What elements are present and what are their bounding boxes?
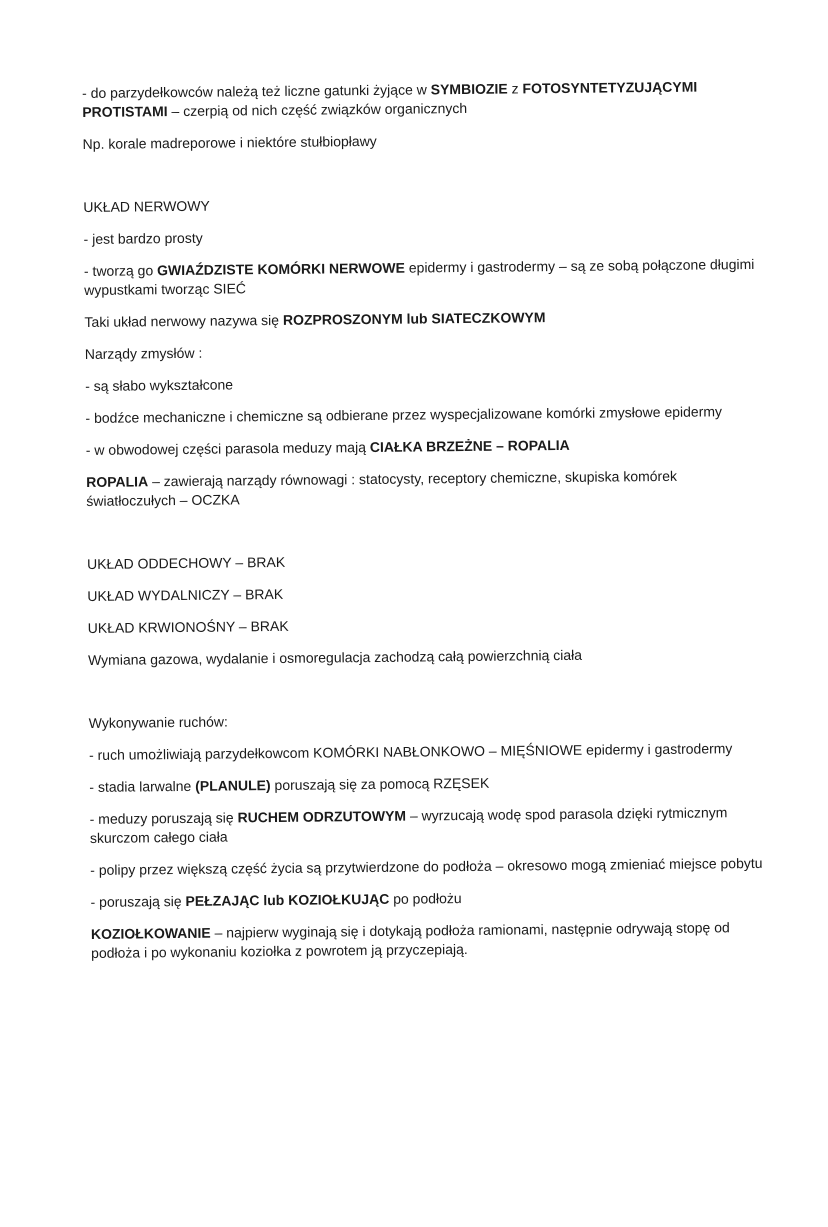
text-run: - tworzą go xyxy=(83,262,158,279)
text-run: UKŁAD WYDALNICZY – BRAK xyxy=(87,585,284,604)
text-run: UKŁAD ODDECHOWY – BRAK xyxy=(86,553,286,572)
text-run: - polipy przez większą część życia są przytwierdzone do podłoża – okresowo mogą zmieniać miejsce pobytu xyxy=(90,854,763,878)
bold-text: CIAŁKA BRZEŻNE – ROPALIA xyxy=(369,436,570,456)
bold-text: KOZIOŁKOWANIE xyxy=(90,924,211,942)
text-run: - w obwodowej części parasola meduzy mają xyxy=(85,439,370,458)
text-run: UKŁAD NERWOWY xyxy=(83,197,210,215)
text-run: – czerpią od nich część związków organicznych xyxy=(167,99,468,120)
text-run: Np. korale madreporowe i niektóre stułbiopławy xyxy=(82,132,377,152)
paragraph-spacer xyxy=(83,147,763,198)
text-run: Narządy zmysłów : xyxy=(84,344,203,362)
text-run: poruszają się za pomocą RZĘSEK xyxy=(270,774,490,794)
text-run: z xyxy=(507,80,523,97)
text-run: - jest bardzo prosty xyxy=(83,229,203,247)
bold-text: GWIAŹDZISTE KOMÓRKI NERWOWE xyxy=(157,259,406,279)
document-body xyxy=(82,77,771,963)
text-run: – zawierają narządy równowagi : statocysty, receptory chemiczne, skupiska komórek światłoczułych – OCZKA xyxy=(86,467,678,509)
text-run: - meduzy poruszają się xyxy=(89,809,238,827)
text-run: Wykonywanie ruchów: xyxy=(88,713,228,731)
bold-text: ROZPROSZONYM lub SIATECZKOWYM xyxy=(282,309,546,328)
paragraph-spacer xyxy=(88,663,768,714)
text-run: - stadia larwalne xyxy=(89,777,196,795)
bold-text: ROPALIA xyxy=(86,473,149,490)
text-run: - ruch umożliwiają parzydełkowcom KOMÓRKI NABŁONKOWO – MIĘŚNIOWE epidermy i gastrodermy xyxy=(88,740,733,763)
bold-text: (PLANULE) xyxy=(195,777,271,794)
text-run: - do parzydełkowców należą też liczne gatunki żyjące w xyxy=(82,81,431,101)
text-run: Wymiana gazowa, wydalanie i osmoregulacja zachodzą całą powierzchnią ciała xyxy=(87,646,583,668)
text-run: - poruszają się xyxy=(90,892,186,910)
text-run: - są słabo wykształcone xyxy=(85,376,234,394)
text-run: UKŁAD KRWIONOŚNY – BRAK xyxy=(87,617,289,636)
text-run: – najpierw wyginają się i dotykają podłoża ramionami, następnie odrywają stopę od podłoża i po wykonaniu koziołka z powrotem ją przyczepiają. xyxy=(91,919,730,961)
bold-text: RUCHEM ODRZUTOWYM xyxy=(237,807,407,826)
text-run: – wyrzucają wodę spod parasola dzięki rytmicznym skurczom całego ciała xyxy=(89,804,728,846)
text-run: - bodźce mechaniczne i chemiczne są odbierane przez wyspecjalizowane komórki zmysłowe epidermy xyxy=(85,403,723,426)
bold-text: SYMBIOZIE xyxy=(430,80,508,98)
text-run: Taki układ nerwowy nazywa się xyxy=(84,311,283,330)
bold-text: PEŁZAJĄC lub KOZIOŁKUJĄC xyxy=(185,890,390,909)
bold-text: FOTOSYNTETYZUJĄCYMI PROTISTAMI xyxy=(82,78,698,120)
text-run: epidermy i gastrodermy – są ze sobą połączone długimi wypustkami tworząc SIEĆ xyxy=(84,255,755,298)
paragraph-spacer xyxy=(86,504,766,555)
paragraph-koziolkowanie xyxy=(91,918,771,963)
text-run: po podłożu xyxy=(389,890,462,907)
